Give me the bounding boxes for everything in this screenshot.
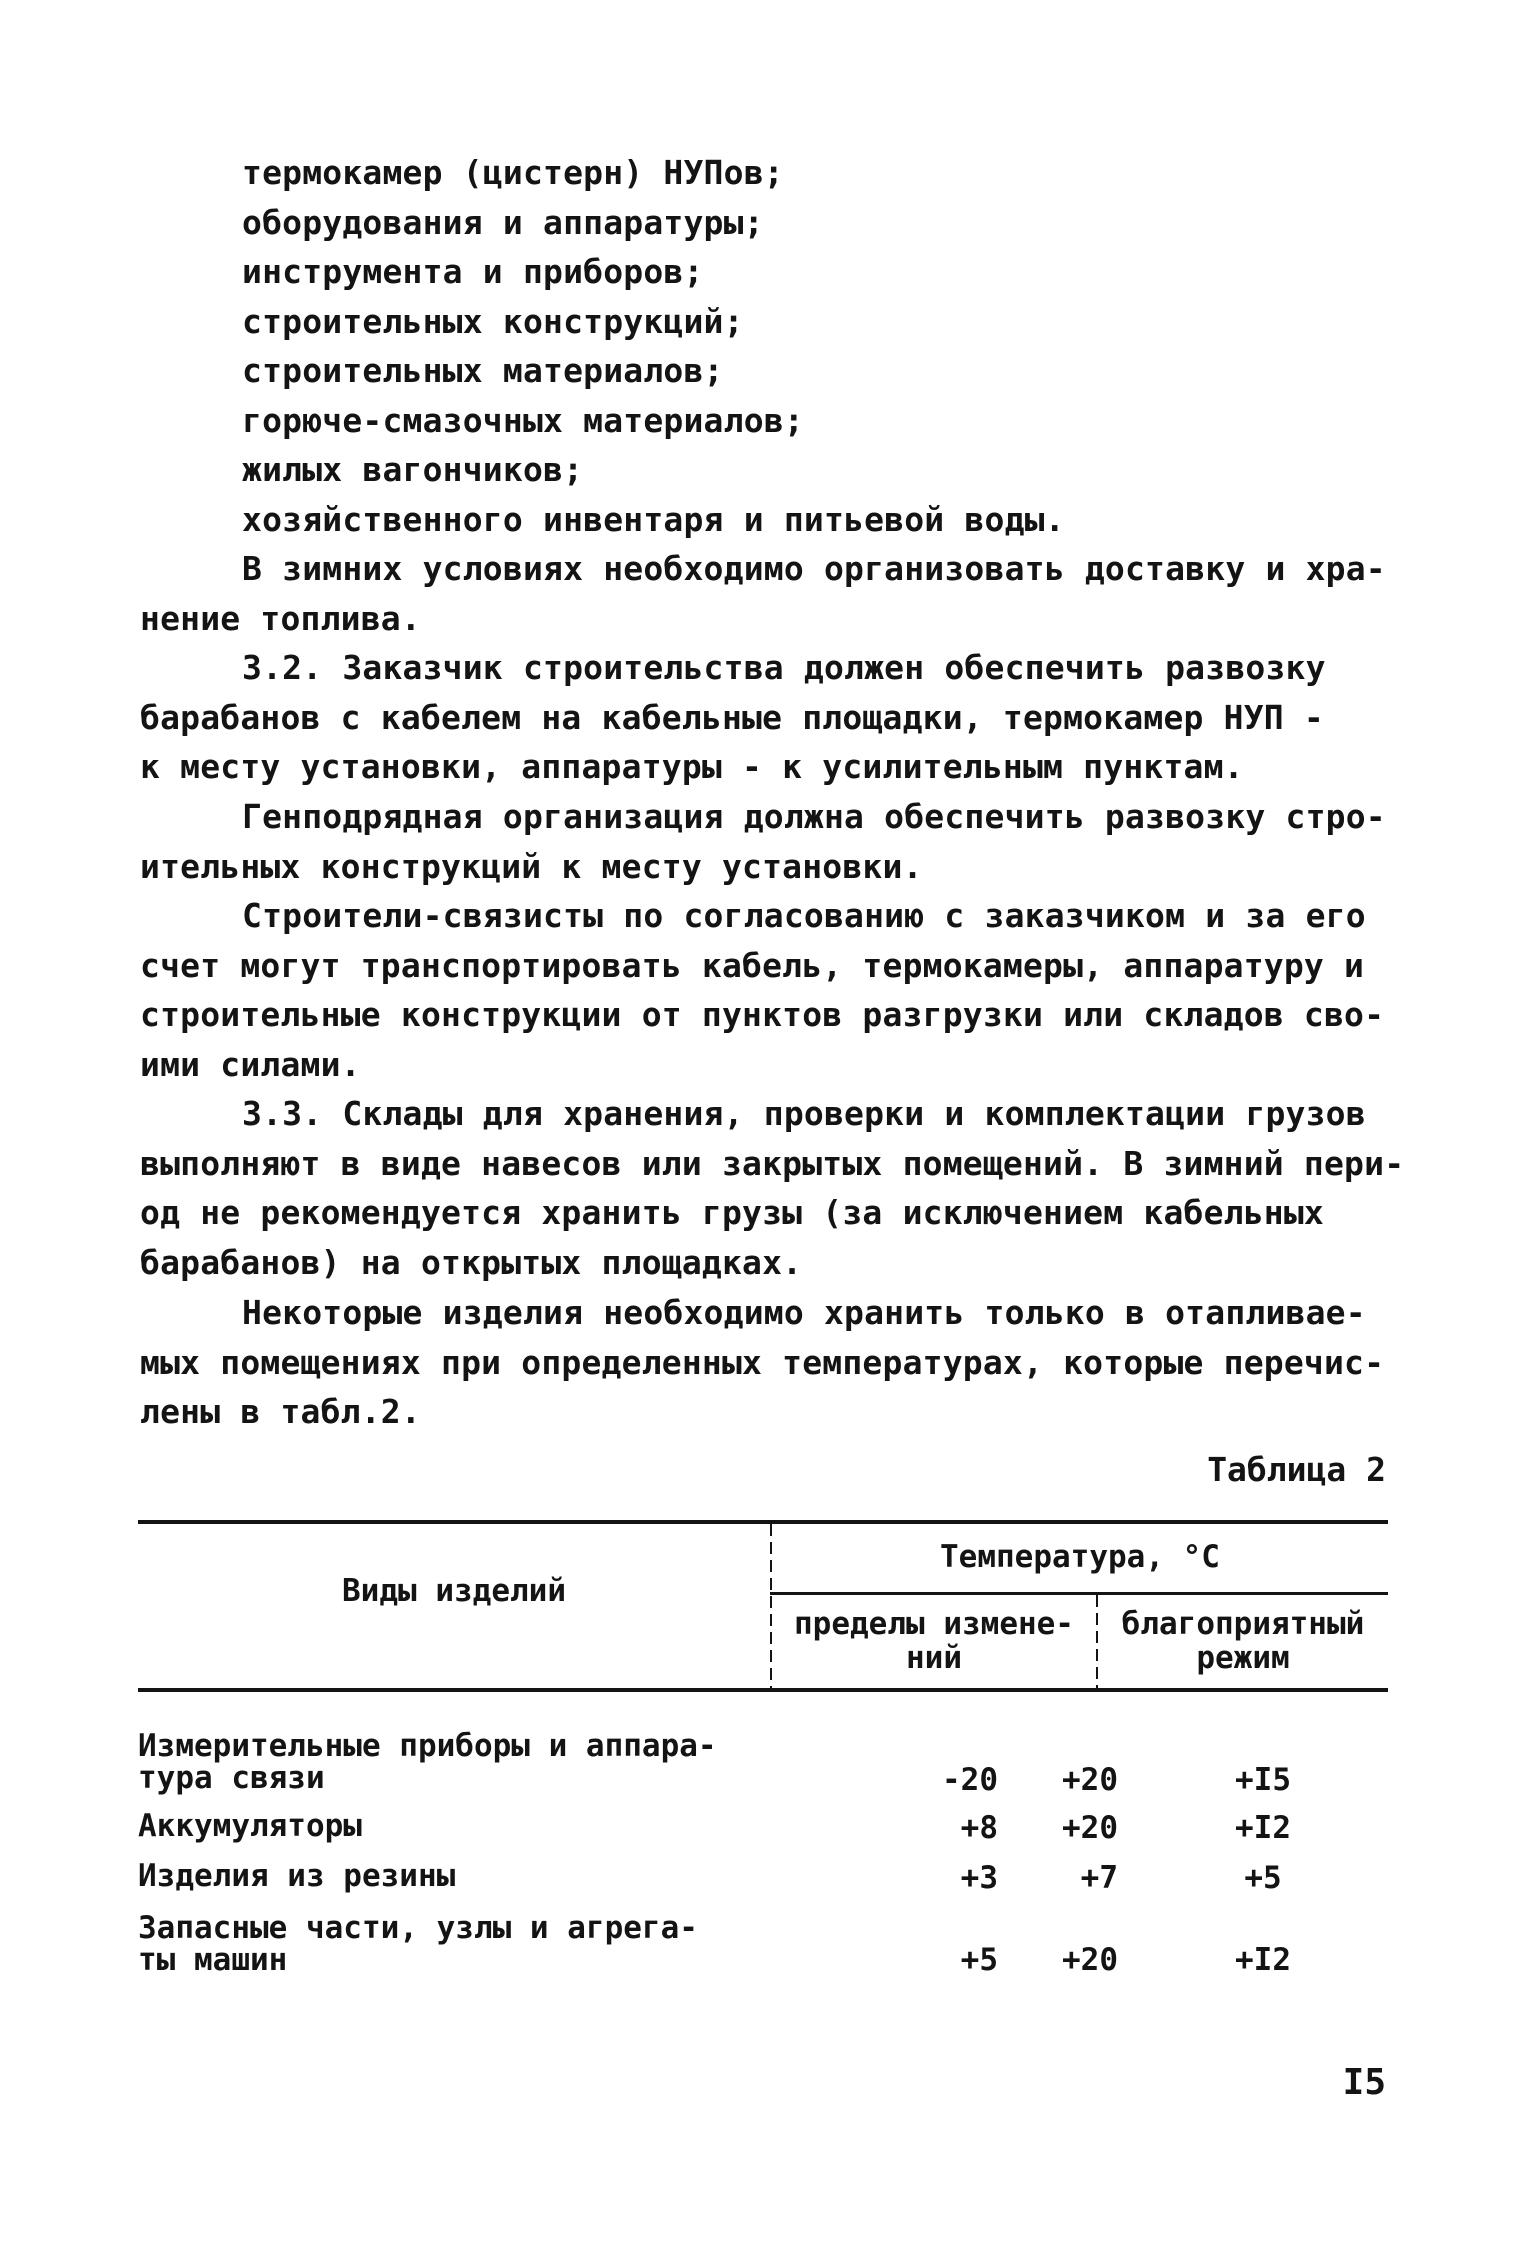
header-temperature: Температура, °С	[940, 1539, 1220, 1575]
cell-min: +8	[960, 1810, 998, 1846]
text-line: 3.3. Склады для хранения, проверки и комплектации грузов	[242, 1094, 1366, 1133]
cell-min: -20	[942, 1762, 998, 1798]
list-item: горюче-смазочных материалов;	[242, 400, 804, 440]
header-kind: Виды изделий	[342, 1573, 566, 1609]
list-item: жилых вагончиков;	[242, 450, 584, 489]
row-name: Изделия из резины	[138, 1858, 456, 1894]
text-line: строительные конструкции от пунктов разгрузки или складов сво-	[140, 995, 1385, 1034]
list-item: строительных материалов;	[242, 351, 724, 390]
text-line: барабанов) на открытых площадках.	[140, 1242, 803, 1282]
row-name: Измерительные приборы и аппара- тура связи	[138, 1728, 717, 1796]
header-range: пределы измене- ний	[794, 1606, 1074, 1676]
cell-favorable: +5	[1244, 1860, 1282, 1896]
row-name: Запасные части, узлы и агрега- ты машин	[138, 1910, 698, 1978]
cell-max: +7	[1080, 1860, 1118, 1896]
paragraph-builders	[140, 891, 1385, 1089]
text-line: к месту установки, аппаратуры - к усилительным пунктам.	[140, 747, 1244, 786]
text-line: мых помещениях при определенных температурах, которые перечис-	[140, 1342, 1385, 1382]
list-item: строительных конструкций;	[242, 301, 744, 341]
paragraph-heated-storage	[140, 1288, 1385, 1437]
table-rule	[770, 1592, 1388, 1595]
header-favorable: благоприятный режим	[1121, 1606, 1365, 1676]
table-rule	[138, 1520, 1388, 1524]
text-line: В зимних условиях необходимо организовать доставку и хра-	[242, 549, 1386, 588]
text-line: Строители-связисты по согласованию с заказчиком и за его	[242, 896, 1366, 935]
cell-min: +5	[960, 1942, 998, 1978]
list-item: инструмента и приборов;	[242, 252, 704, 291]
list-item: термокамер (цистерн) НУПов;	[242, 153, 784, 192]
cell-max: +20	[1062, 1762, 1118, 1798]
list-item: оборудования и аппаратуры;	[242, 202, 764, 242]
text-line: ими силами.	[140, 1044, 361, 1084]
paragraph-general-contractor	[140, 792, 1386, 891]
text-line: 3.2. Заказчик строительства должен обеспечить развозку	[242, 648, 1326, 687]
text-line: од не рекомендуется хранить грузы (за исключением кабельных	[140, 1193, 1324, 1232]
cell-max: +20	[1062, 1942, 1118, 1978]
paragraph-3-3	[140, 1089, 1405, 1287]
temperature-table	[138, 1520, 1388, 2000]
text-line: барабанов с кабелем на кабельные площадки, термокамер НУП -	[140, 697, 1324, 737]
text-line: счет могут транспортировать кабель, термокамеры, аппаратуру и	[140, 945, 1365, 985]
cell-max: +20	[1062, 1810, 1118, 1846]
paragraph-winter	[140, 544, 1386, 643]
cell-min: +3	[960, 1860, 998, 1896]
cell-favorable: +I5	[1235, 1762, 1291, 1798]
text-line: Некоторые изделия необходимо хранить только в отапливае-	[242, 1293, 1366, 1332]
page-number: I5	[1342, 2062, 1386, 2103]
row-name: Аккумуляторы	[138, 1808, 362, 1844]
cell-favorable: +I2	[1235, 1942, 1291, 1978]
table-caption: Таблица 2	[1207, 1450, 1386, 1489]
list-item: хозяйственного инвентаря и питьевой воды.	[242, 499, 1065, 539]
text-line: лены в табл.2.	[140, 1392, 421, 1431]
table-rule	[138, 1688, 1388, 1692]
text-line: Генподрядная организация должна обеспечить развозку стро-	[242, 797, 1386, 836]
text-line: ительных конструкций к месту установки.	[140, 846, 923, 886]
list-block	[242, 148, 1065, 544]
cell-favorable: +I2	[1235, 1810, 1291, 1846]
text-line: нение топлива.	[140, 598, 421, 638]
text-line: выполняют в виде навесов или закрытых помещений. В зимний пери-	[140, 1143, 1405, 1183]
paragraph-3-2	[140, 643, 1380, 792]
